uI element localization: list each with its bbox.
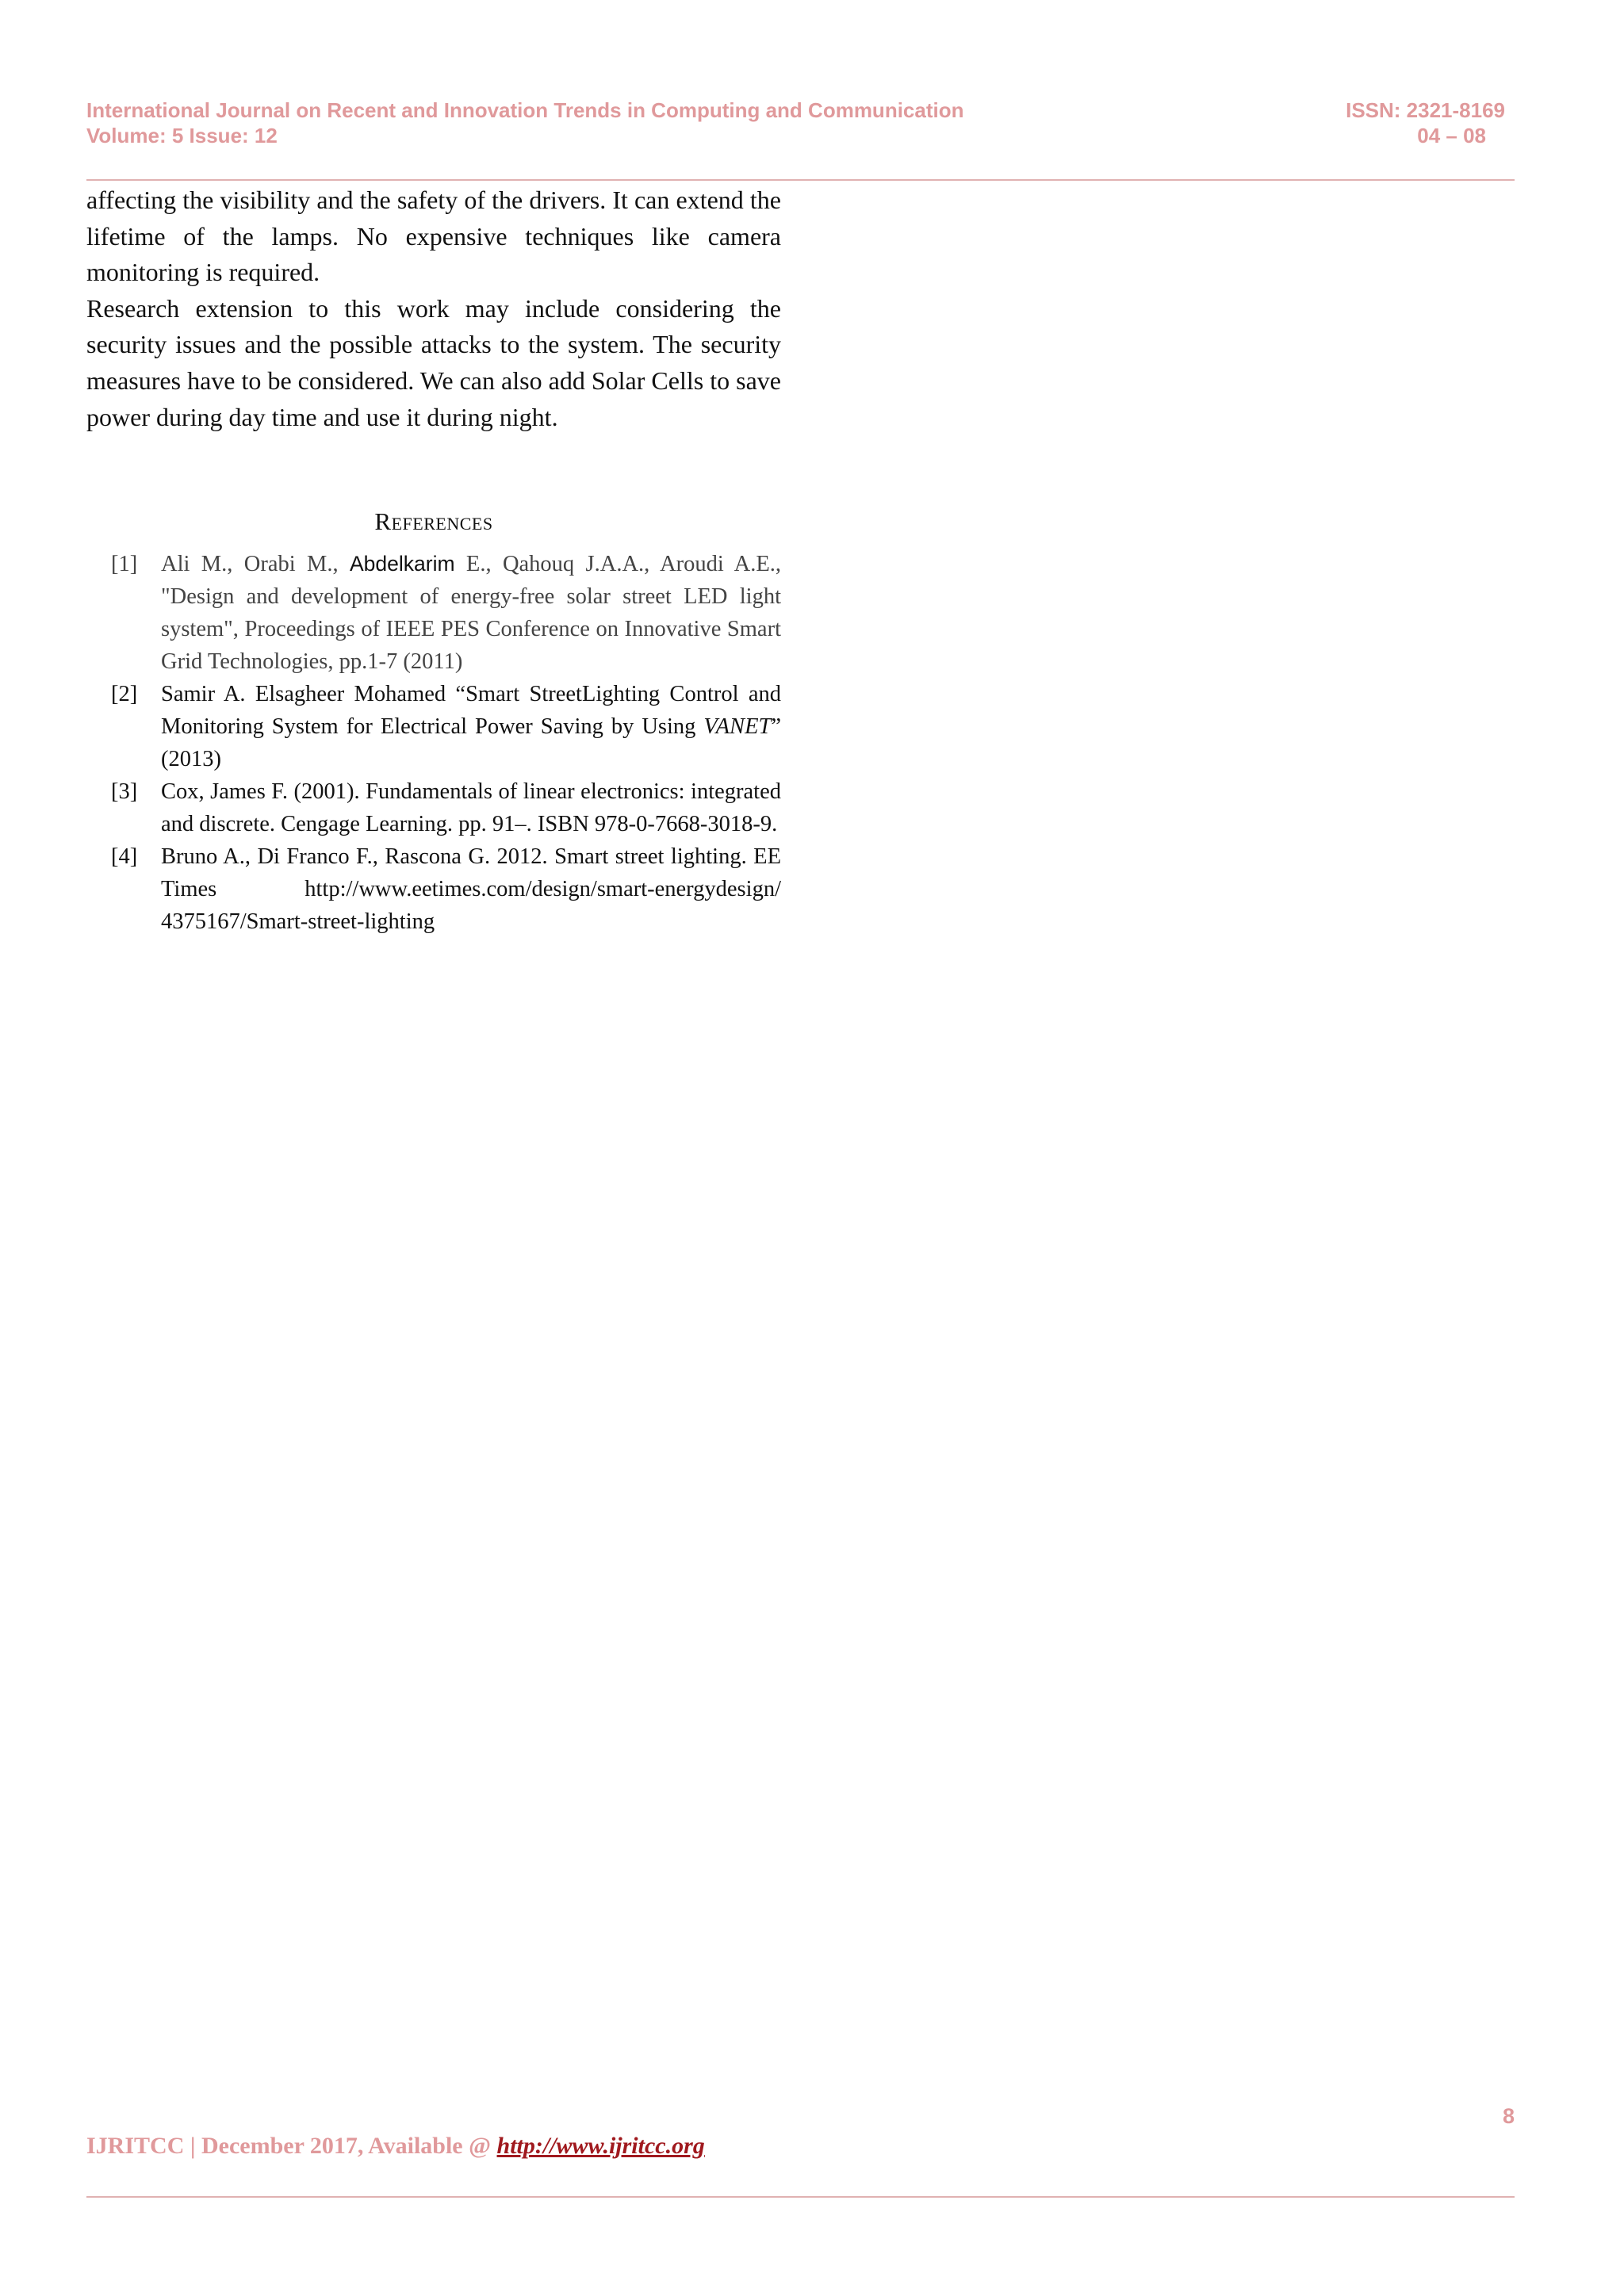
- reference-text: Samir A. Elsagheer Mohamed “Smart StreetLighting Control and Monitoring System for Electrical Power Saving by Using: [161, 682, 781, 739]
- reference-number: [1]: [111, 552, 138, 576]
- reference-item-1: [111, 548, 781, 678]
- reference-italic: VANET: [703, 714, 772, 739]
- reference-text: Cox, James F. (2001). Fundamentals of linear electronics: integrated and discrete. Cengage Learning. pp. 91–. ISBN 978-0-7668-3018-9.: [161, 779, 781, 836]
- reference-item-3: [111, 775, 781, 840]
- header-divider: [86, 179, 1515, 181]
- volume-issue: Volume: 5 Issue: 12: [86, 124, 278, 147]
- reference-number: [2]: [111, 682, 138, 706]
- body-column: [86, 182, 781, 435]
- footer-text: IJRITCC | December 2017, Available @: [86, 2133, 497, 2159]
- body-paragraph-1: affecting the visibility and the safety of the drivers. It can extend the lifetime of the lamps. No expensive techniques like camera monitoring is required.: [86, 186, 781, 287]
- page-number: 8: [1502, 2104, 1515, 2128]
- footer-link[interactable]: http://www.ijritcc.org: [496, 2133, 705, 2159]
- footer: [86, 2133, 705, 2160]
- reference-text: Bruno A., Di Franco F., Rascona G. 2012. Smart street lighting. EE Times http://www.eetimes.com/design/smart-energydesign/ 4375167/Smart-street-lighting: [161, 844, 781, 934]
- reference-list: [111, 548, 781, 938]
- reference-text: ” (2013): [161, 714, 781, 771]
- reference-text: E., Qahouq J.A.A., Aroudi A.E., "Design and development of energy-free solar street LED light system", Proceedings of IEEE PES Conference on Innovative Smart Grid Technologies, pp.1-7 (2011): [161, 552, 782, 674]
- journal-title: International Journal on Recent and Innovation Trends in Computing and Communication: [86, 98, 964, 122]
- reference-item-2: [111, 678, 781, 775]
- body-paragraph-2: Research extension to this work may include considering the security issues and the possible attacks to the system. The security measures have to be considered. We can also add Solar Cells to save power during day time and use it during night.: [86, 293, 781, 431]
- page-range: 04 – 08: [1417, 124, 1486, 147]
- reference-text: Ali M., Orabi M.,: [161, 552, 350, 576]
- running-header-right: [1253, 98, 1505, 148]
- running-header-left: [86, 98, 964, 148]
- reference-number: [4]: [111, 844, 138, 869]
- footer-divider: [86, 2196, 1515, 2198]
- reference-author-highlight: Abdelkarim: [349, 552, 455, 576]
- issn: ISSN: 2321-8169: [1346, 98, 1505, 122]
- reference-number: [3]: [111, 779, 138, 804]
- reference-item-4: [111, 840, 781, 938]
- references-heading: References: [374, 507, 493, 535]
